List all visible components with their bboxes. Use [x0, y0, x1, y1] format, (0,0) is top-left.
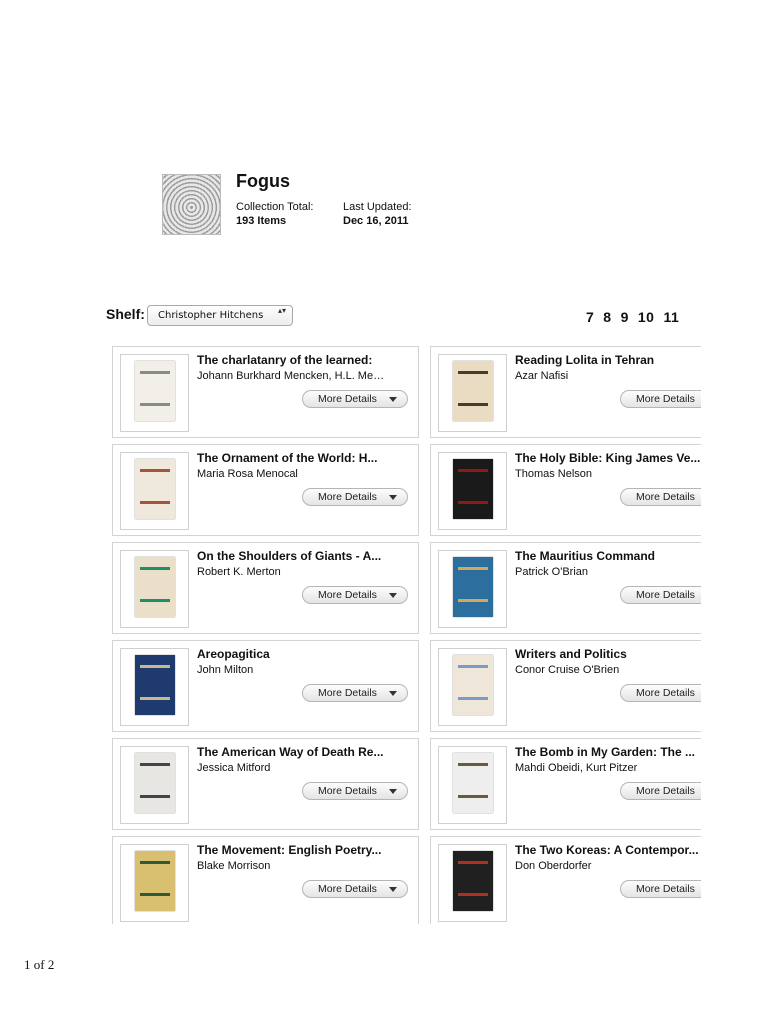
page-link[interactable]: 9 [620, 309, 629, 325]
more-details-button[interactable] [302, 488, 408, 506]
book-title[interactable]: The Two Koreas: A Contempor... [515, 843, 699, 857]
select-arrows-icon: ▴▾ [277, 306, 286, 315]
book-cover [453, 459, 493, 519]
book-cover [453, 361, 493, 421]
book-author: Azar Nafisi [515, 370, 569, 382]
book-author: Thomas Nelson [515, 468, 593, 480]
book-grid [110, 344, 701, 924]
book-thumbnail[interactable] [438, 354, 507, 432]
shelf-select[interactable] [147, 305, 293, 326]
book-card [112, 836, 419, 924]
more-details-label: More Details [636, 883, 695, 895]
collection-avatar [162, 174, 221, 235]
book-title[interactable]: The Mauritius Command [515, 549, 656, 563]
collection-total-label: Collection Total: [236, 201, 314, 213]
more-details-label: More Details [318, 687, 377, 699]
dropdown-arrow-icon [389, 887, 397, 892]
book-card [112, 738, 419, 830]
book-title[interactable]: Writers and Politics [515, 647, 627, 661]
book-author: Johann Burkhard Mencken, H.L. Me… [197, 370, 385, 382]
book-card [430, 640, 701, 732]
book-title[interactable]: The American Way of Death Re... [197, 745, 384, 759]
book-card [112, 542, 419, 634]
book-title[interactable]: Reading Lolita in Tehran [515, 353, 655, 367]
book-cover [135, 851, 175, 911]
book-title[interactable]: The Movement: English Poetry... [197, 843, 382, 857]
book-thumbnail[interactable] [120, 844, 189, 922]
book-author: Maria Rosa Menocal [197, 468, 298, 480]
shelf-label: Shelf: [106, 306, 145, 322]
more-details-button[interactable] [302, 880, 408, 898]
book-author: Don Oberdorfer [515, 860, 592, 872]
book-author: Jessica Mitford [197, 762, 271, 774]
more-details-button[interactable] [620, 586, 701, 604]
book-author: Patrick O'Brian [515, 566, 589, 578]
book-cover [453, 655, 493, 715]
book-title[interactable]: Areopagitica [197, 647, 270, 661]
more-details-label: More Details [636, 393, 695, 405]
shelf-select-value: Christopher Hitchens [158, 310, 264, 321]
book-thumbnail[interactable] [120, 354, 189, 432]
book-cover [135, 459, 175, 519]
book-thumbnail[interactable] [438, 452, 507, 530]
dropdown-arrow-icon [389, 691, 397, 696]
more-details-button[interactable] [302, 586, 408, 604]
dropdown-arrow-icon [389, 593, 397, 598]
book-cover [135, 753, 175, 813]
book-card [430, 738, 701, 830]
page-link[interactable]: 10 [637, 309, 655, 325]
book-title[interactable]: The Holy Bible: King James Ve... [515, 451, 701, 465]
more-details-label: More Details [318, 785, 377, 797]
book-cover [135, 361, 175, 421]
last-updated-value: Dec 16, 2011 [343, 215, 409, 227]
book-title[interactable]: The Bomb in My Garden: The ... [515, 745, 696, 759]
more-details-label: More Details [636, 491, 695, 503]
more-details-label: More Details [636, 687, 695, 699]
book-author: Conor Cruise O'Brien [515, 664, 620, 676]
book-thumbnail[interactable] [120, 550, 189, 628]
more-details-button[interactable] [620, 880, 701, 898]
collection-name: Fogus [236, 171, 290, 191]
book-cover [135, 557, 175, 617]
book-author: Robert K. Merton [197, 566, 281, 578]
more-details-button[interactable] [302, 684, 408, 702]
more-details-button[interactable] [620, 390, 701, 408]
book-cover [453, 851, 493, 911]
book-thumbnail[interactable] [120, 648, 189, 726]
pagination [586, 309, 700, 325]
page-link[interactable]: 8 [603, 309, 612, 325]
more-details-label: More Details [318, 393, 377, 405]
book-card [430, 444, 701, 536]
page-link[interactable]: 7 [586, 309, 595, 325]
dropdown-arrow-icon [389, 397, 397, 402]
more-details-button[interactable] [302, 390, 408, 408]
book-thumbnail[interactable] [438, 746, 507, 824]
more-details-button[interactable] [302, 782, 408, 800]
dropdown-arrow-icon [389, 495, 397, 500]
book-card [112, 346, 419, 438]
page-link[interactable]: 11 [663, 309, 680, 325]
page-counter: 1 of 2 [24, 957, 55, 972]
book-cover [453, 557, 493, 617]
book-cover [135, 655, 175, 715]
book-thumbnail[interactable] [438, 550, 507, 628]
more-details-label: More Details [636, 589, 695, 601]
book-card [430, 346, 701, 438]
more-details-label: More Details [318, 491, 377, 503]
book-card [112, 444, 419, 536]
more-details-button[interactable] [620, 684, 701, 702]
collection-total-value: 193 Items [236, 215, 287, 227]
more-details-label: More Details [318, 589, 377, 601]
book-author: Blake Morrison [197, 860, 271, 872]
book-thumbnail[interactable] [120, 746, 189, 824]
book-thumbnail[interactable] [120, 452, 189, 530]
more-details-label: More Details [636, 785, 695, 797]
more-details-button[interactable] [620, 782, 701, 800]
dropdown-arrow-icon [389, 789, 397, 794]
book-title[interactable]: The Ornament of the World: H... [197, 451, 378, 465]
book-author: Mahdi Obeidi, Kurt Pitzer [515, 762, 638, 774]
book-author: John Milton [197, 664, 254, 676]
book-title[interactable]: On the Shoulders of Giants - A... [197, 549, 382, 563]
book-cover [453, 753, 493, 813]
more-details-button[interactable] [620, 488, 701, 506]
book-thumbnail[interactable] [438, 844, 507, 922]
last-updated-label: Last Updated: [343, 201, 412, 213]
book-title[interactable]: The charlatanry of the learned: [197, 353, 373, 367]
book-card [112, 640, 419, 732]
book-card [430, 836, 701, 924]
book-thumbnail[interactable] [438, 648, 507, 726]
more-details-label: More Details [318, 883, 377, 895]
book-card [430, 542, 701, 634]
